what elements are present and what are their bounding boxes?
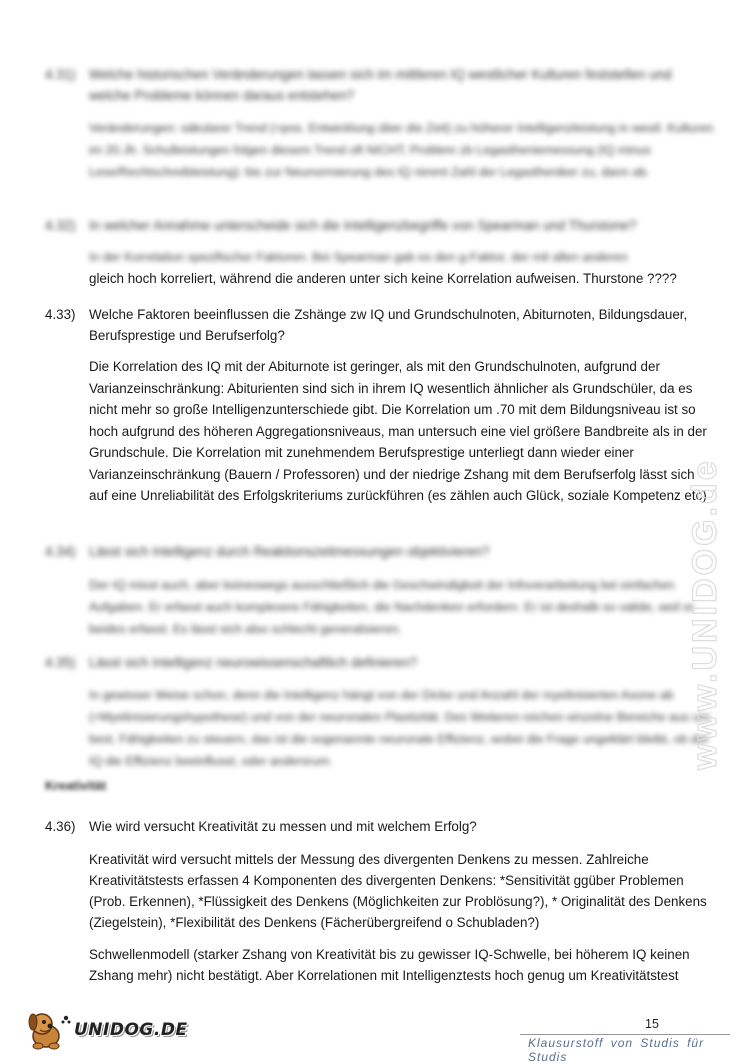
question-number: 4.34) bbox=[45, 544, 76, 559]
answer-4-32-blurred: In der Korrelation spezifischer Faktoren. Bei Spearman gab es den g-Faktor, der mit allen anderen bbox=[89, 250, 628, 264]
answer-4-32: gleich hoch korreliert, während die anderen unter sich keine Korrelation aufweisen. Thurstone ???? bbox=[89, 271, 677, 286]
question-number: 4.35) bbox=[45, 655, 76, 670]
question-number: 4.36) bbox=[45, 819, 76, 834]
answer-4-33: Die Korrelation des IQ mit der Abiturnote ist geringer, als mit den Grundschulnoten, aufgrund der Varianzeinschränkung: Abiturienten sind sich in ihrem IQ wesentlich ähnlicher als Grundschüler, da es nicht mehr so große Intelligenzunterschiede gibt. Die Korrelation um .70 mit dem Bildungsniveau ist so hoch aufgrund des höheren Aggregationsniveaus, man untersuch eine viel größere Bandbreite als in der Grundschule. Die Korrelation mit zunehmendem Berufsprestige unterliegt dann wieder einer Varianzeinschränkung (Bauern / Professoren) und der niedrige Zshang mit dem Berufserfolg lässt sich auf eine Unreliabilität des Erfolgskriteriums zurückführen (es zählen auch Glück, soziale Kompetenz etc) bbox=[89, 359, 707, 503]
answer-4-35: In gewisser Weise schon, denn die Intelligenz hängt von der Dicke und Anzahl der myelinisierten Axone ab (=Myelinisierungshypothese) und von der neuronalen Plastizität. Des Weiteren reichen einzelne Bereiche aus um best. Fähigkeiten zu steuern, das ist die sogenannte neuronale Effizienz, wobei die Frage ungeklärt bleibt, ob der IQ die Effizienz beeinflusst, oder andersrum. bbox=[89, 688, 710, 768]
question-text: Lässt sich Intelligenz durch Reaktionszeitmessungen objektivieren? bbox=[89, 544, 490, 559]
footer-divider bbox=[520, 1034, 730, 1035]
question-number: 4.33) bbox=[45, 307, 76, 322]
question-text: Wie wird versucht Kreativität zu messen und mit welchem Erfolg? bbox=[89, 819, 477, 834]
answer-4-31: Veränderungen: säkularer Trend (=pos. Entwicklung über die Zeit) zu höherer Intelligenzleistung in westl. Kulturen im 20.Jh. Schulleistungen folgen diesem Trend oft NICHT; Problem zb Legastheniemessung (IQ minus Lese/Rechtschreibleistung): bis zur Neunormierung des IQ nimmt Zahl der Legastheniker zu, dann ab. bbox=[89, 121, 714, 179]
answer-4-36-paragraph-2: Schwellenmodell (starker Zshang von Kreativität bis zu gewisser IQ-Schwelle, bei höherem IQ keinen Zshang mehr) nicht bestätigt. Aber Korrelationen mit Intelligenztests hoch genug um Kreativitätstest bbox=[89, 947, 690, 983]
question-text: Welche historischen Veränderungen lassen sich im mittleren IQ westlicher Kulturen feststellen und welche Probleme können daraus entstehen? bbox=[89, 67, 672, 103]
question-number: 4.32) bbox=[45, 218, 76, 233]
watermark-text: www.UNIDOG.de bbox=[686, 458, 724, 770]
unidog-logo bbox=[22, 1010, 188, 1050]
question-4-34 bbox=[45, 541, 715, 562]
dog-mascot-icon bbox=[22, 1010, 72, 1050]
answer-4-34: Der IQ misst auch, aber keineswegs ausschließlich die Geschwindigkeit der Infoverarbeitung bei einfachen Aufgaben. Er erfasst auch komplexere Fähigkeiten, die Nachdenken erfordern. Er ist deshalb so valide, weil er beides erfasst. Es lässt sich also schlecht generalisieren. bbox=[89, 578, 695, 636]
question-text: Welche Faktoren beeinflussen die Zshänge zw IQ und Grundschulnoten, Abiturnoten, Bildungsdauer, Berufsprestige und Berufserfolg? bbox=[89, 307, 688, 343]
question-4-35 bbox=[45, 652, 715, 673]
question-text: In welcher Annahme unterscheide sich die Intelligenzbegriffe von Spearman und Thurstone? bbox=[89, 218, 637, 233]
question-4-33 bbox=[45, 304, 715, 346]
logo-text: UNIDOG.DE bbox=[74, 1020, 188, 1040]
footer-tagline: Klausurstoff von Studis für Studis bbox=[528, 1036, 705, 1064]
section-heading: Kreativität bbox=[45, 779, 107, 793]
answer-4-36-paragraph-1: Kreativität wird versucht mittels der Messung des divergenten Denkens zu messen. Zahlreiche Kreativitätstests erfassen 4 Komponenten des divergenten Denkens: *Sensitivität ggüber Problemen (Prob. Erkennen), *Flüssigkeit des Denkens (Möglichkeiten zur Problösung?), * Originalität des Denkens (Ziegelstein), *Flexibilität des Denkens (Fächerübergreifend o Schubladen?) bbox=[89, 852, 707, 930]
question-4-31 bbox=[45, 64, 715, 106]
question-4-36 bbox=[45, 816, 715, 837]
question-4-32 bbox=[45, 215, 715, 236]
page-number: 15 bbox=[645, 1017, 659, 1031]
question-number: 4.31) bbox=[45, 67, 76, 82]
question-text: Lässt sich Intelligenz neurowissenschaftlich definieren? bbox=[89, 655, 418, 670]
